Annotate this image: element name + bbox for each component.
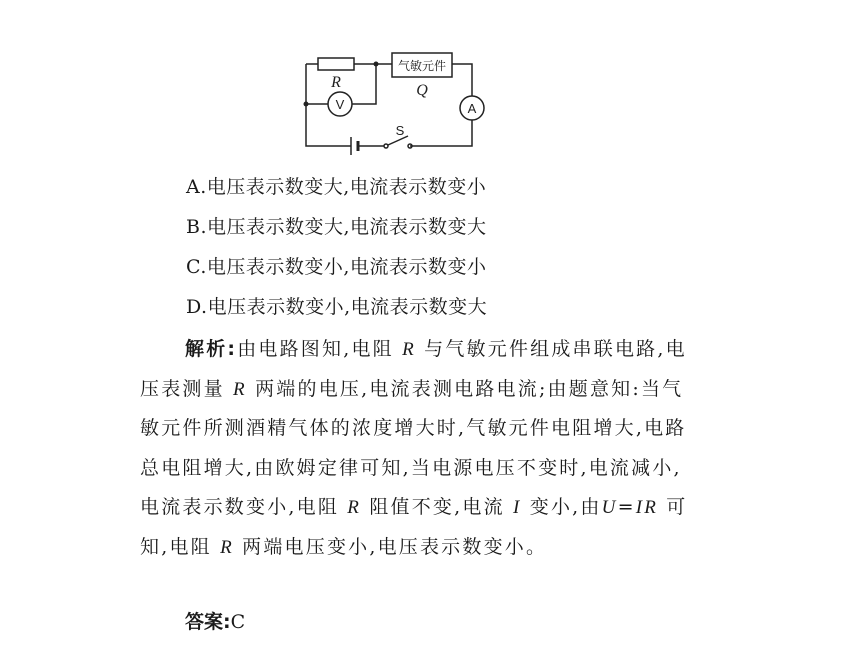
component-label: Q [416, 82, 428, 99]
var-r: R [220, 536, 234, 558]
var-i: I [513, 497, 522, 518]
analysis-label: 解析: [185, 338, 238, 360]
analysis-paragraph [140, 330, 700, 567]
analysis-text: 由电路图知,电阻 [237, 338, 403, 360]
option-b [186, 212, 487, 239]
answer-line [185, 607, 245, 634]
option-letter: C. [186, 256, 207, 278]
answer-label: 答案: [185, 611, 231, 633]
analysis-text: 两端电压变小,电压表示数变小。 [233, 535, 548, 558]
var-u: U [601, 497, 618, 518]
var-ir: IR [635, 497, 659, 518]
var-r: R [233, 378, 247, 400]
circuit-diagram [296, 44, 496, 162]
analysis-text: 可知,电阻 [140, 496, 688, 558]
option-d [186, 292, 487, 319]
voltmeter-label: V [335, 97, 345, 112]
answer-value: C [230, 611, 246, 633]
option-text: 电压表示数变大,电流表示数变大 [207, 216, 487, 238]
wire-voltmeter-right [352, 64, 376, 104]
option-text: 电压表示数变小,电流表示数变大 [207, 296, 488, 318]
equals-sign: = [617, 496, 636, 518]
switch-label: S [395, 123, 405, 138]
option-letter: B. [186, 216, 208, 238]
var-r: R [347, 497, 362, 518]
option-a [186, 172, 486, 199]
option-text: 电压表示数变小,电流表示数变小 [206, 256, 487, 278]
resistor-label: R [331, 74, 341, 91]
option-letter: A. [186, 176, 207, 198]
wire-right-bottom [410, 120, 472, 146]
option-letter: D. [186, 296, 208, 318]
wire-right [452, 64, 472, 96]
component-box-label: 气敏元件 [397, 59, 447, 73]
analysis-text: 两端的电压,电流表测电路电流;由题意知:当气敏元件所测酒精气体的浓度增大时,气敏元件电阻增大,电路总电阻增大,由欧姆定律可知,当电源电压不变时,电流减小,电流表示数变小,电阻 [140, 377, 687, 518]
option-text: 电压表示数变大,电流表示数变小 [206, 176, 487, 198]
resistor-r [318, 58, 354, 70]
var-r: R [402, 339, 416, 360]
analysis-text: 阻值不变,电流 [361, 496, 514, 518]
analysis-text: 变小,由 [521, 496, 602, 518]
option-c [186, 252, 486, 279]
ammeter-label: A [467, 101, 477, 116]
analysis-text: 与气敏元件组成串联电路,电压表测量 [140, 338, 687, 400]
switch-pivot [384, 144, 388, 148]
